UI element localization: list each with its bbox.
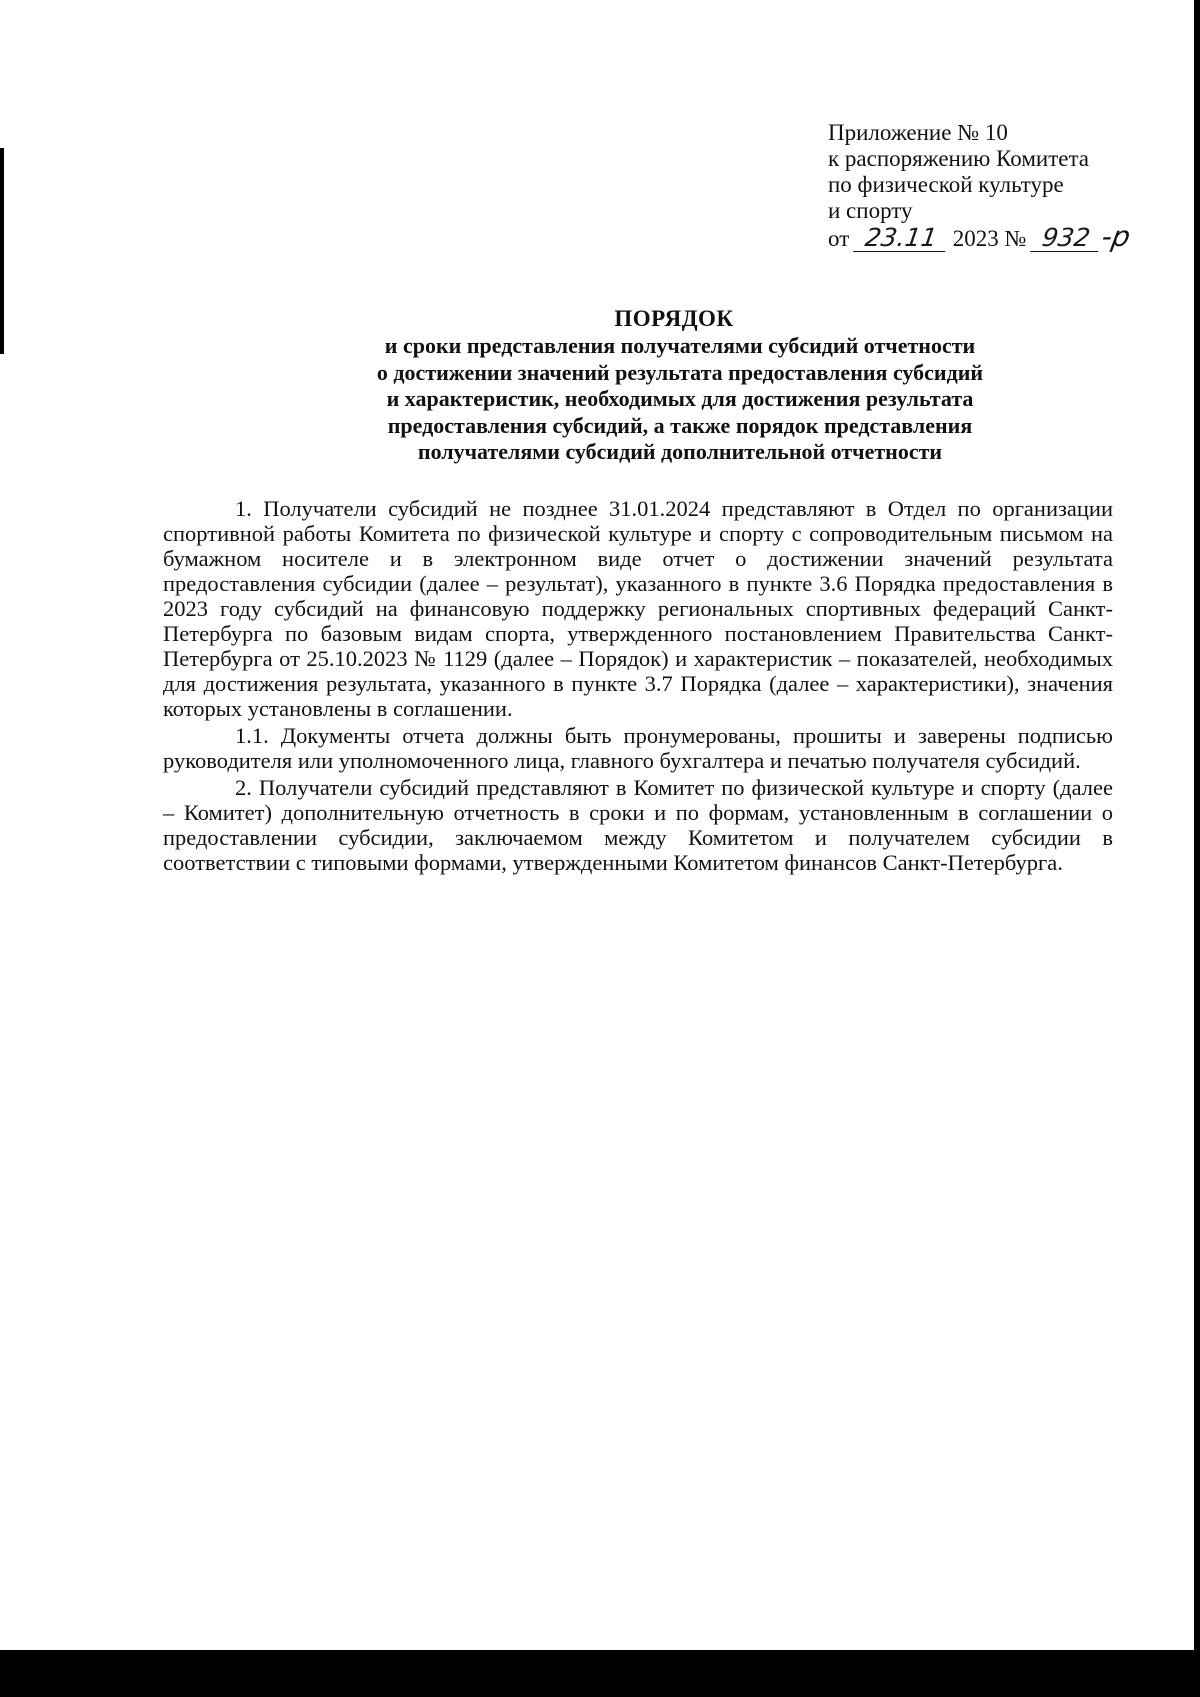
- appendix-committee-ref-end: и спорту: [828, 198, 913, 223]
- subtitle-line: и сроки представления получателями субсидий отчетности: [384, 333, 976, 358]
- appendix-order-ref: к распоряжению Комитета: [828, 146, 1089, 171]
- subtitle-line: о достижении значений результата предоставления субсидий: [376, 359, 984, 385]
- handwritten-order-suffix: -р: [1099, 220, 1134, 253]
- scan-edge-mark: [0, 148, 4, 354]
- paragraph-2: 2. Получатели субсидий представляют в Комитет по физической культуре и спорту (далее – Комитет) дополнительную отчетность в сроки и по формам, установленным в соглашении о предоставлении субсидии, заключаемом между Комитетом и получателем субсидии в соответствии с типовыми формами, утвержденными Комитетом финансов Санкт-Петербурга.: [163, 775, 1113, 875]
- handwritten-order-number: 932: [1030, 225, 1102, 252]
- scan-bottom-border: [0, 1650, 1200, 1697]
- document-title: ПОРЯДОК: [614, 306, 734, 331]
- document-body: [163, 496, 1113, 877]
- appendix-date-line: [828, 220, 1158, 253]
- date-prefix: от: [828, 226, 850, 251]
- paragraph-1-1: 1.1. Документы отчета должны быть пронумерованы, прошиты и заверены подписью руководителя или уполномоченного лица, главного бухгалтера и печатью получателя субсидий.: [163, 723, 1113, 773]
- appendix-committee-ref: по физической культуре: [828, 172, 1064, 197]
- subtitle-line: и характеристик, необходимых для достижения результата: [386, 386, 974, 411]
- document-title-block: [260, 305, 1100, 466]
- appendix-reference: [828, 120, 1158, 252]
- handwritten-date: 23.11: [853, 225, 949, 252]
- order-year: 2023 №: [952, 226, 1027, 251]
- appendix-number: Приложение № 10: [828, 120, 1008, 145]
- subtitle-line: предоставления субсидий, а также порядок представления: [387, 412, 973, 438]
- paragraph-1: 1. Получатели субсидий не позднее 31.01.2024 представляют в Отдел по организации спортивной работы Комитета по физической культуре и спорту с сопроводительным письмом на бумажном носителе и в электронном виде отчет о достижении значений результата предоставления субсидии (далее – результат), указанного в пункте 3.6 Порядка предоставления в 2023 году субсидий на финансовую поддержку региональных спортивных федераций Санкт-Петербурга по базовым видам спорта, утвержденного постановлением Правительства Санкт-Петербурга от 25.10.2023 № 1129 (далее – Порядок) и характеристик – показателей, необходимых для достижения результата, указанного в пункте 3.7 Порядка (далее – характеристики), значения которых установлены в соглашении.: [163, 496, 1113, 721]
- scan-right-edge: [1194, 0, 1200, 1650]
- subtitle-line: получателями субсидий дополнительной отчетности: [417, 439, 943, 464]
